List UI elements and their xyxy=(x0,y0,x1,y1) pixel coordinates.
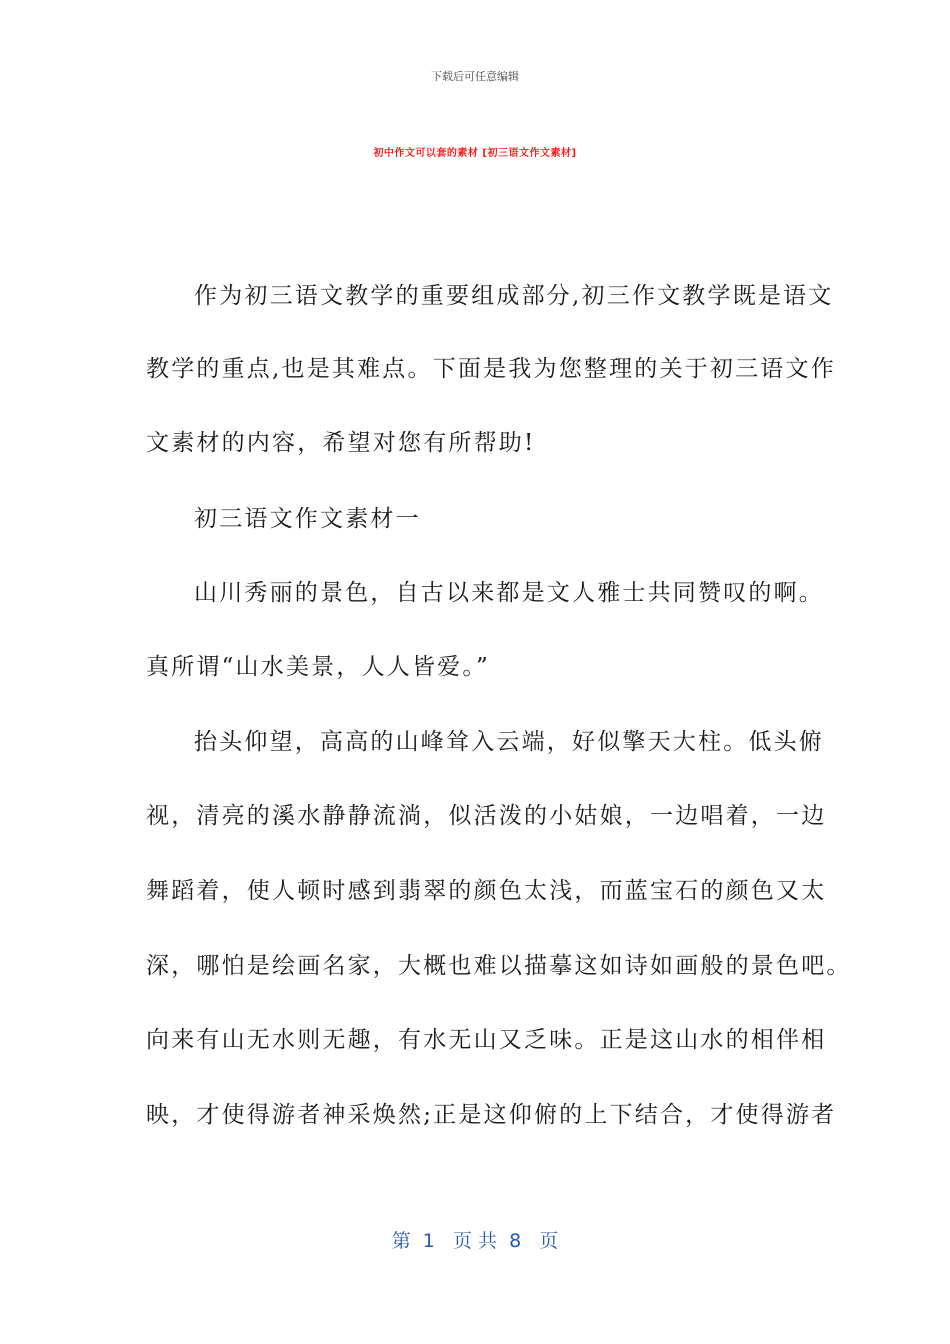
paragraph-line: 作为初三语文教学的重要组成部分,初三作文教学既是语文 xyxy=(194,283,834,309)
page-number-footer: 第 1 页 共 8 页 xyxy=(391,1230,559,1252)
paragraph-line: 向来有山无水则无趣，有水无山又乏味。正是这山水的相伴相 xyxy=(146,1027,827,1053)
paragraph-line: 深，哪怕是绘画名家，大概也难以描摹这如诗如画般的景色吧。 xyxy=(146,953,852,979)
section-heading: 初三语文作文素材一 xyxy=(194,506,421,532)
paragraph-line: 真所谓“山水美景，人人皆爱。” xyxy=(146,654,491,680)
header-note: 下载后可任意编辑 xyxy=(431,70,519,83)
paragraph-line: 山川秀丽的景色，自古以来都是文人雅士共同赞叹的啊。 xyxy=(194,580,824,606)
document-title: 初中作文可以套的素材 [初三语文作文素材] xyxy=(373,148,577,159)
paragraph-line: 视，清亮的溪水静静流淌，似活泼的小姑娘，一边唱着，一边 xyxy=(146,803,827,829)
paragraph-line: 文素材的内容，希望对您有所帮助! xyxy=(146,430,536,456)
paragraph-line: 舞蹈着，使人顿时感到翡翠的颜色太浅，而蓝宝石的颜色又太 xyxy=(146,878,827,904)
paragraph-line: 教学的重点,也是其难点。下面是我为您整理的关于初三语文作 xyxy=(146,356,836,382)
paragraph-line: 映，才使得游者神采焕然;正是这仰俯的上下结合，才使得游者 xyxy=(146,1102,837,1128)
paragraph-line: 抬头仰望，高高的山峰耸入云端，好似擎天大柱。低头俯 xyxy=(194,729,824,755)
